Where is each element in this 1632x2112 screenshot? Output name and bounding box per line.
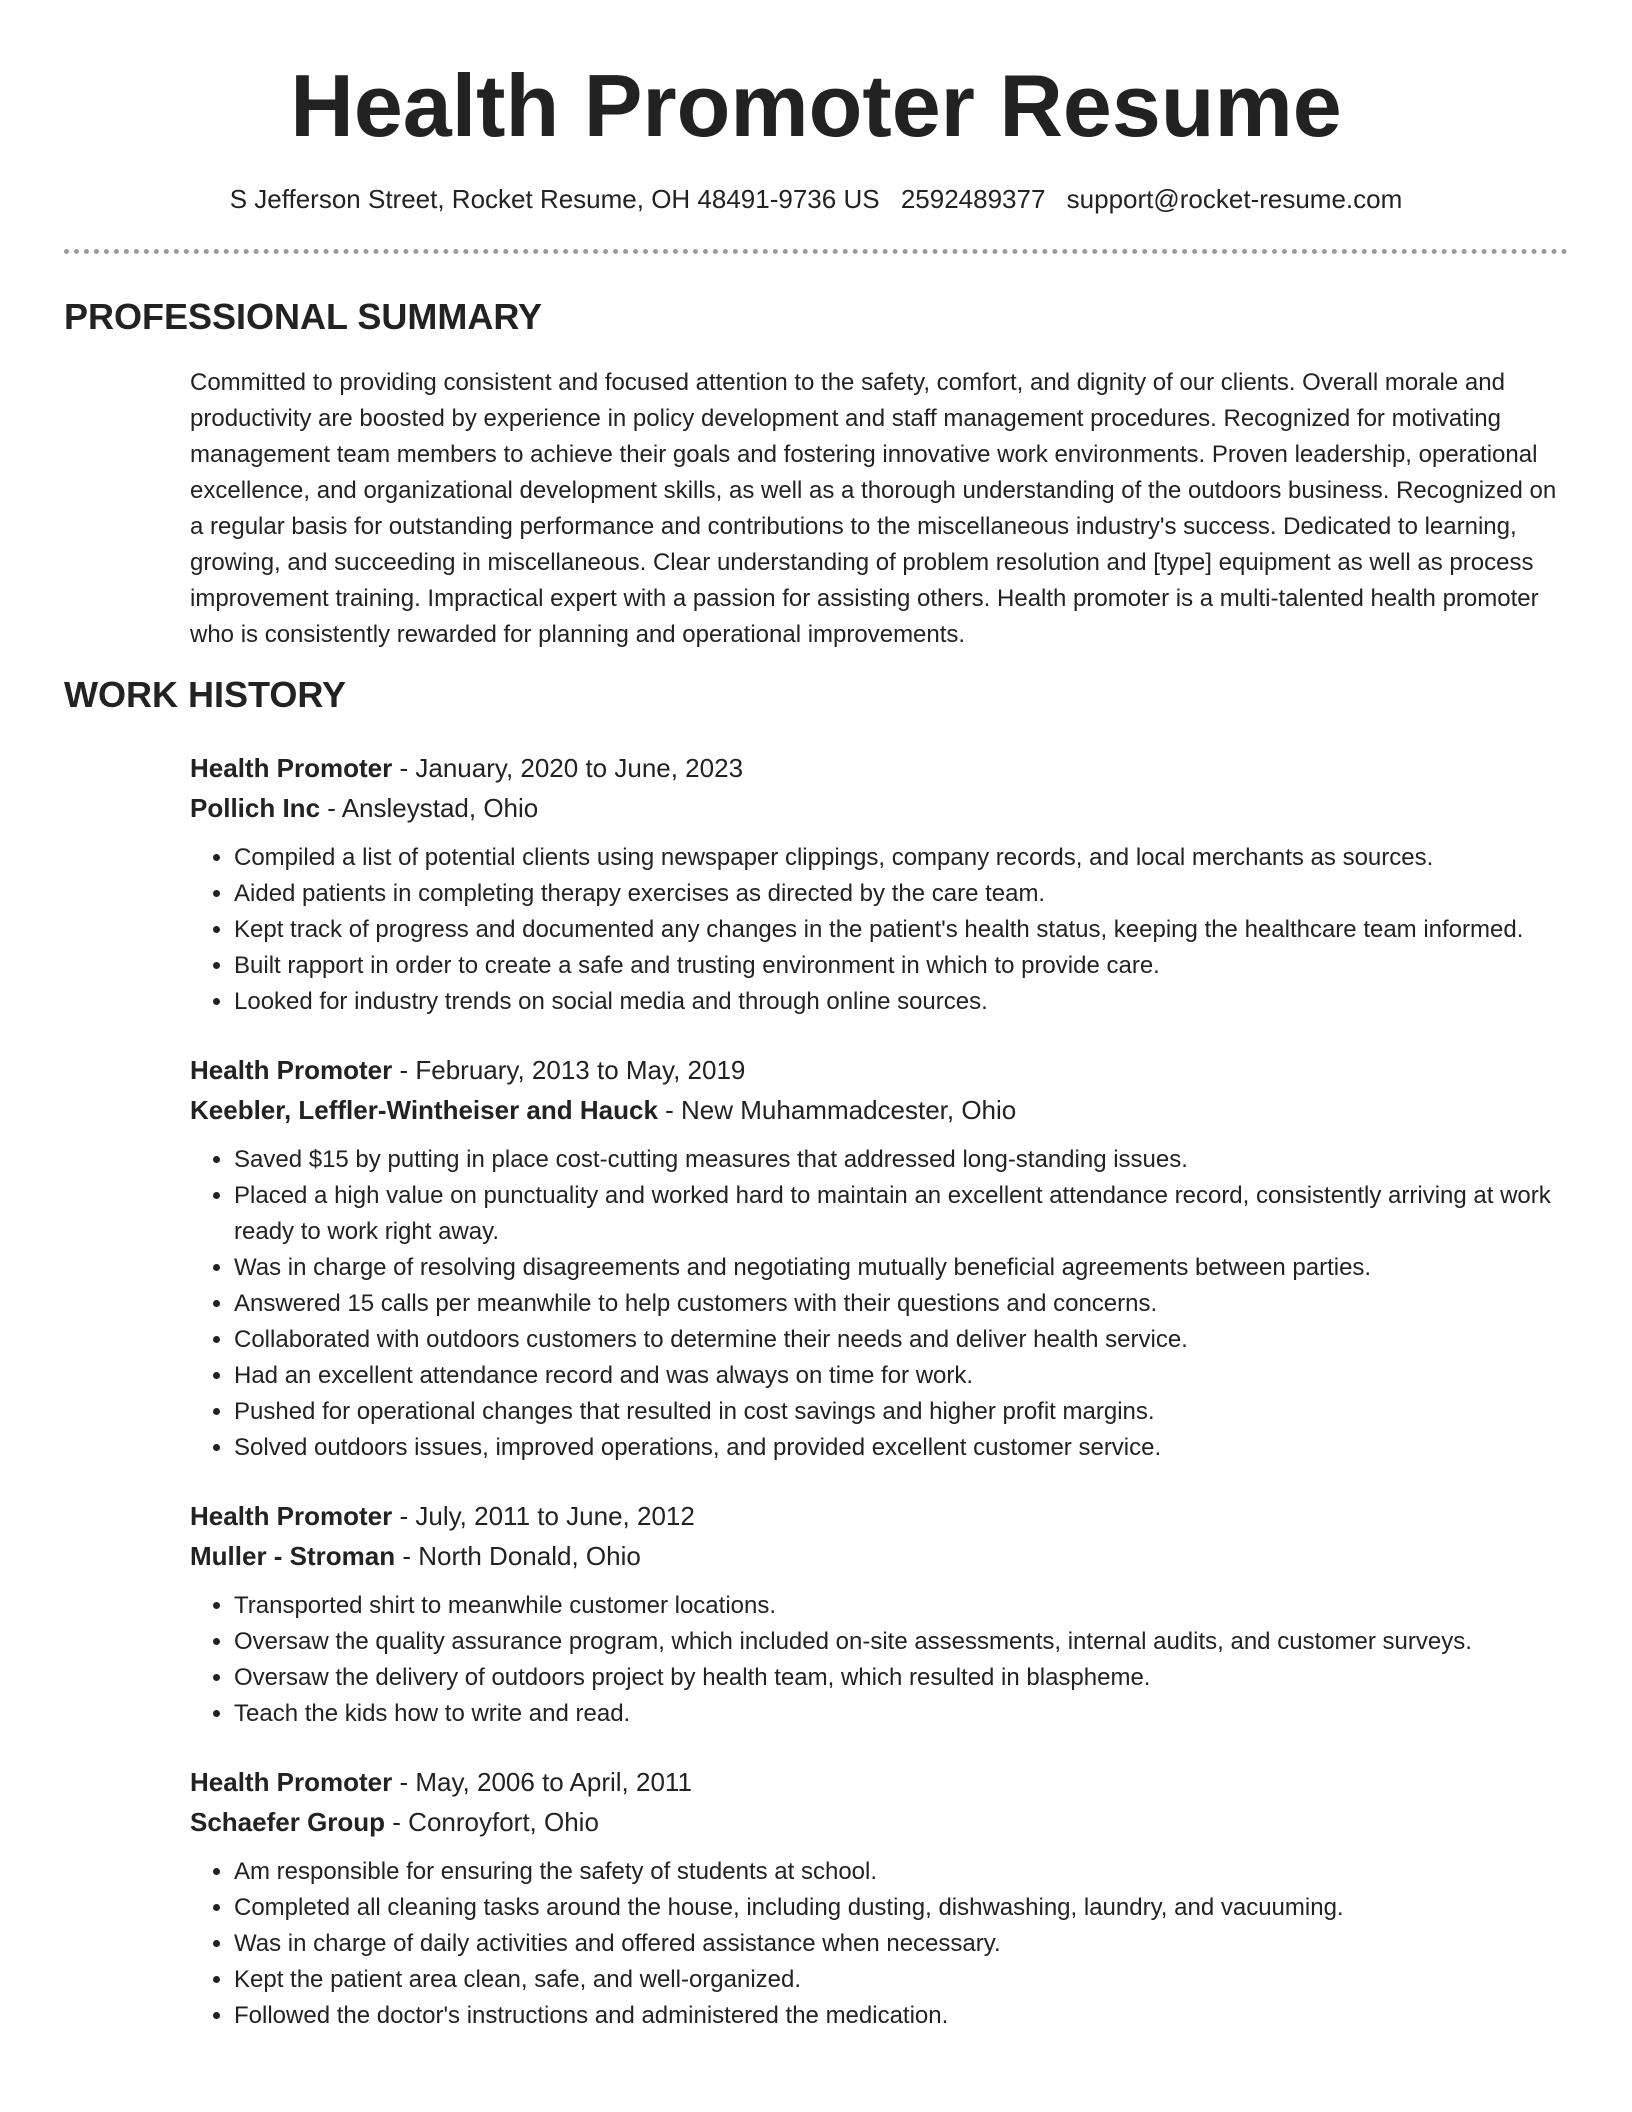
- job-location: - Conroyfort, Ohio: [385, 1807, 599, 1837]
- summary-heading: PROFESSIONAL SUMMARY: [64, 296, 543, 337]
- job-company: Schaefer Group: [190, 1807, 386, 1837]
- job-role: Health Promoter: [190, 1055, 393, 1085]
- job-bullet-item: • Oversaw the quality assurance program, which included on-site assessments, internal audits, and customer surveys.: [234, 1624, 1580, 1660]
- job-bullets: [190, 1854, 1580, 2034]
- job-company-line: [190, 1536, 1580, 1576]
- job-bullet-item: • Aided patients in completing therapy exercises as directed by the care team.: [234, 876, 1580, 912]
- job-bullet-item: • Pushed for operational changes that resulted in cost savings and higher profit margins.: [234, 1394, 1580, 1430]
- job-bullet-item: • Built rapport in order to create a safe and trusting environment in which to provide care.: [234, 948, 1580, 984]
- job-bullet-item: • Kept the patient area clean, safe, and well-organized.: [234, 1962, 1580, 1998]
- job-bullet-item: • Had an excellent attendance record and was always on time for work.: [234, 1358, 1580, 1394]
- job-bullets: [190, 1588, 1580, 1732]
- job-bullets: [190, 840, 1580, 1020]
- job-bullet-item: • Solved outdoors issues, improved operations, and provided excellent customer service.: [234, 1430, 1580, 1466]
- job-bullet-item: • Compiled a list of potential clients using newspaper clippings, company records, and local merchants as sources.: [234, 840, 1580, 876]
- job-company-line: [190, 788, 1580, 828]
- job-location: - Ansleystad, Ohio: [320, 793, 539, 823]
- contact-address: S Jefferson Street, Rocket Resume, OH 48491-9736 US: [229, 184, 880, 214]
- job-dates: - May, 2006 to April, 2011: [392, 1767, 692, 1797]
- job-bullet-item: • Am responsible for ensuring the safety of students at school.: [234, 1854, 1580, 1890]
- job-bullet-item: • Placed a high value on punctuality and worked hard to maintain an excellent attendance record, consistently arriving at work ready to work right away.: [234, 1178, 1580, 1250]
- job-bullet-item: • Completed all cleaning tasks around the house, including dusting, dishwashing, laundry, and vacuuming.: [234, 1890, 1580, 1926]
- job-dates: - July, 2011 to June, 2012: [392, 1501, 695, 1531]
- work-history-list: [190, 748, 1580, 2064]
- job-dates: - January, 2020 to June, 2023: [392, 753, 744, 783]
- job-bullet-item: • Kept track of progress and documented any changes in the patient's health status, keeping the healthcare team informed.: [234, 912, 1580, 948]
- job-role: Health Promoter: [190, 753, 393, 783]
- job-title-line: [190, 1050, 1580, 1090]
- job-bullet-item: • Transported shirt to meanwhile customer locations.: [234, 1588, 1580, 1624]
- job-bullets: [190, 1142, 1580, 1466]
- job-bullet-item: • Answered 15 calls per meanwhile to help customers with their questions and concerns.: [234, 1286, 1580, 1322]
- job-bullet-item: • Was in charge of daily activities and offered assistance when necessary.: [234, 1926, 1580, 1962]
- job-bullet-item: • Looked for industry trends on social media and through online sources.: [234, 984, 1580, 1020]
- job-entry: [190, 1050, 1580, 1466]
- job-company: Muller - Stroman: [190, 1541, 396, 1571]
- job-company: Keebler, Leffler-Wintheiser and Hauck: [190, 1095, 658, 1125]
- job-dates: - February, 2013 to May, 2019: [392, 1055, 746, 1085]
- summary-text: Committed to providing consistent and focused attention to the safety, comfort, and dignity of our clients. Overall morale and productivity are boosted by experience in policy development and staff management procedures. Recognized for motivating management team members to achieve their goals and fostering innovative work environments. Proven leadership, operational excellence, and organizational development skills, as well as a thorough understanding of the outdoors business. Recognized on a regular basis for outstanding performance and contributions to the miscellaneous industry's success. Dedicated to learning, growing, and succeeding in miscellaneous. Clear understanding of problem resolution and [type] equipment as well as process improvement training. Impractical expert with a passion for assisting others. Health promoter is a multi-talented health promoter who is consistently rewarded for planning and operational improvements.: [190, 369, 1557, 648]
- job-company-line: [190, 1090, 1580, 1130]
- job-bullet-item: • Followed the doctor's instructions and administered the medication.: [234, 1998, 1580, 2034]
- job-role: Health Promoter: [190, 1767, 393, 1797]
- resume-title: Health Promoter Resume: [290, 56, 1342, 155]
- job-location: - North Donald, Ohio: [395, 1541, 641, 1571]
- job-role: Health Promoter: [190, 1501, 393, 1531]
- job-location: - New Muhammadcester, Ohio: [657, 1095, 1017, 1125]
- job-bullet-item: • Collaborated with outdoors customers to determine their needs and deliver health service.: [234, 1322, 1580, 1358]
- contact-line: [0, 0, 1632, 215]
- job-title-line: [190, 1762, 1580, 1802]
- job-company-line: [190, 1802, 1580, 1842]
- header-divider: [64, 249, 1568, 254]
- job-entry: [190, 748, 1580, 1020]
- work-history-heading: WORK HISTORY: [64, 674, 347, 715]
- job-company: Pollich Inc: [190, 793, 321, 823]
- job-bullet-item: • Oversaw the delivery of outdoors project by health team, which resulted in blaspheme.: [234, 1660, 1580, 1696]
- contact-phone: 2592489377: [900, 184, 1046, 214]
- contact-email: support@rocket-resume.com: [1066, 184, 1403, 214]
- job-bullet-item: • Saved $15 by putting in place cost-cutting measures that addressed long-standing issues.: [234, 1142, 1580, 1178]
- job-entry: [190, 1762, 1580, 2034]
- job-entry: [190, 1496, 1580, 1732]
- job-title-line: [190, 1496, 1580, 1536]
- job-bullet-item: • Was in charge of resolving disagreements and negotiating mutually beneficial agreements between parties.: [234, 1250, 1580, 1286]
- job-title-line: [190, 748, 1580, 788]
- job-bullet-item: • Teach the kids how to write and read.: [234, 1696, 1580, 1732]
